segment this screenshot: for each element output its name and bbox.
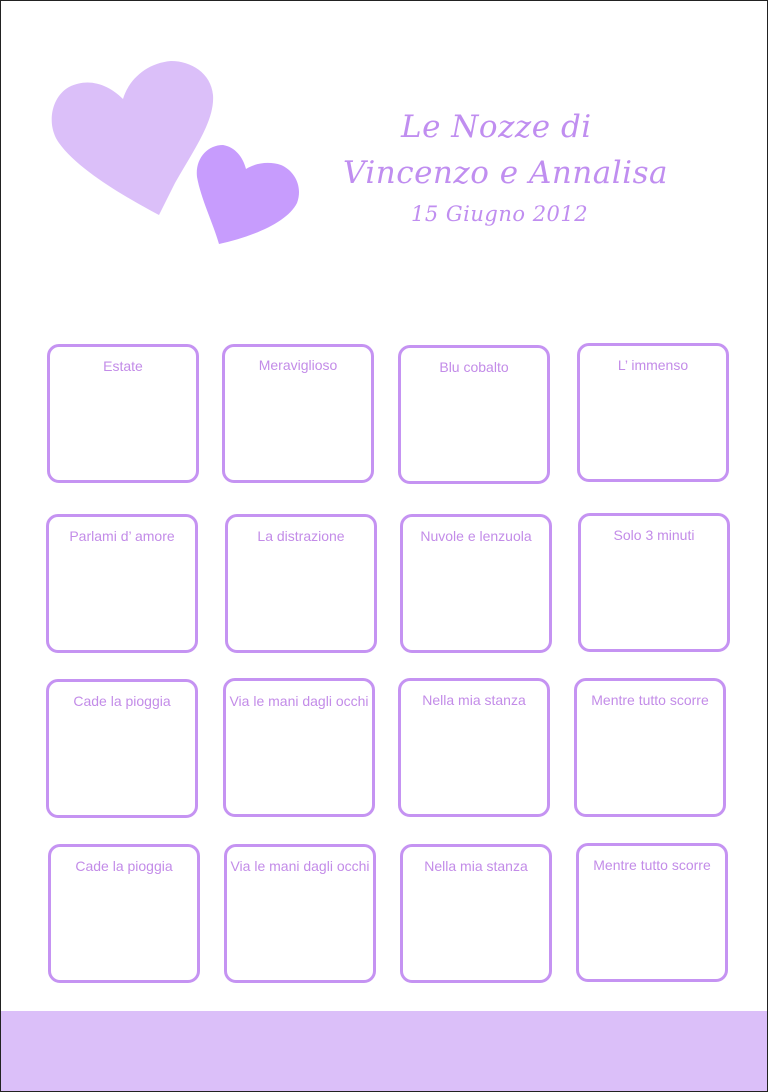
table-card — [46, 514, 198, 653]
table-card — [400, 514, 552, 653]
table-card — [48, 844, 200, 983]
table-card — [578, 513, 730, 652]
footer-band — [1, 1011, 767, 1091]
table-card — [398, 678, 550, 817]
large-heart-icon — [52, 61, 213, 215]
table-name: Meraviglioso — [258, 357, 338, 373]
title-line-1: Le Nozze di — [401, 109, 592, 145]
table-name: Solo 3 minuti — [613, 527, 695, 543]
table-name: Estate — [103, 358, 143, 374]
couple-names: Vincenzo e Annalisa — [343, 155, 668, 191]
table-name: Cade la pioggia — [75, 858, 173, 874]
small-heart-icon — [197, 145, 299, 244]
table-name: Nella mia stanza — [422, 692, 526, 708]
table-name: Mentre tutto scorre — [591, 692, 709, 708]
table-name: Nuvole e lenzuola — [420, 528, 532, 544]
table-name: Nella mia stanza — [424, 858, 528, 874]
hearts-decoration — [1, 1, 321, 261]
table-name: Parlami d’ amore — [69, 528, 175, 544]
table-name: Cade la pioggia — [73, 693, 171, 709]
table-name: Via le mani dagli occhi — [230, 858, 370, 874]
table-card — [576, 843, 728, 982]
table-card — [47, 344, 199, 483]
table-card — [400, 844, 552, 983]
table-card — [577, 343, 729, 482]
table-card — [398, 345, 550, 484]
table-card — [225, 514, 377, 653]
table-card — [223, 678, 375, 817]
table-name: La distrazione — [257, 528, 345, 544]
table-name: Mentre tutto scorre — [593, 857, 711, 873]
table-name: Via le mani dagli occhi — [229, 693, 369, 709]
table-card — [222, 344, 374, 483]
table-name: Blu cobalto — [439, 359, 509, 375]
table-card — [46, 679, 198, 818]
table-name: L’ immenso — [617, 357, 689, 373]
table-card — [224, 844, 376, 983]
table-card — [574, 678, 726, 817]
wedding-date: 15 Giugno 2012 — [411, 202, 589, 226]
